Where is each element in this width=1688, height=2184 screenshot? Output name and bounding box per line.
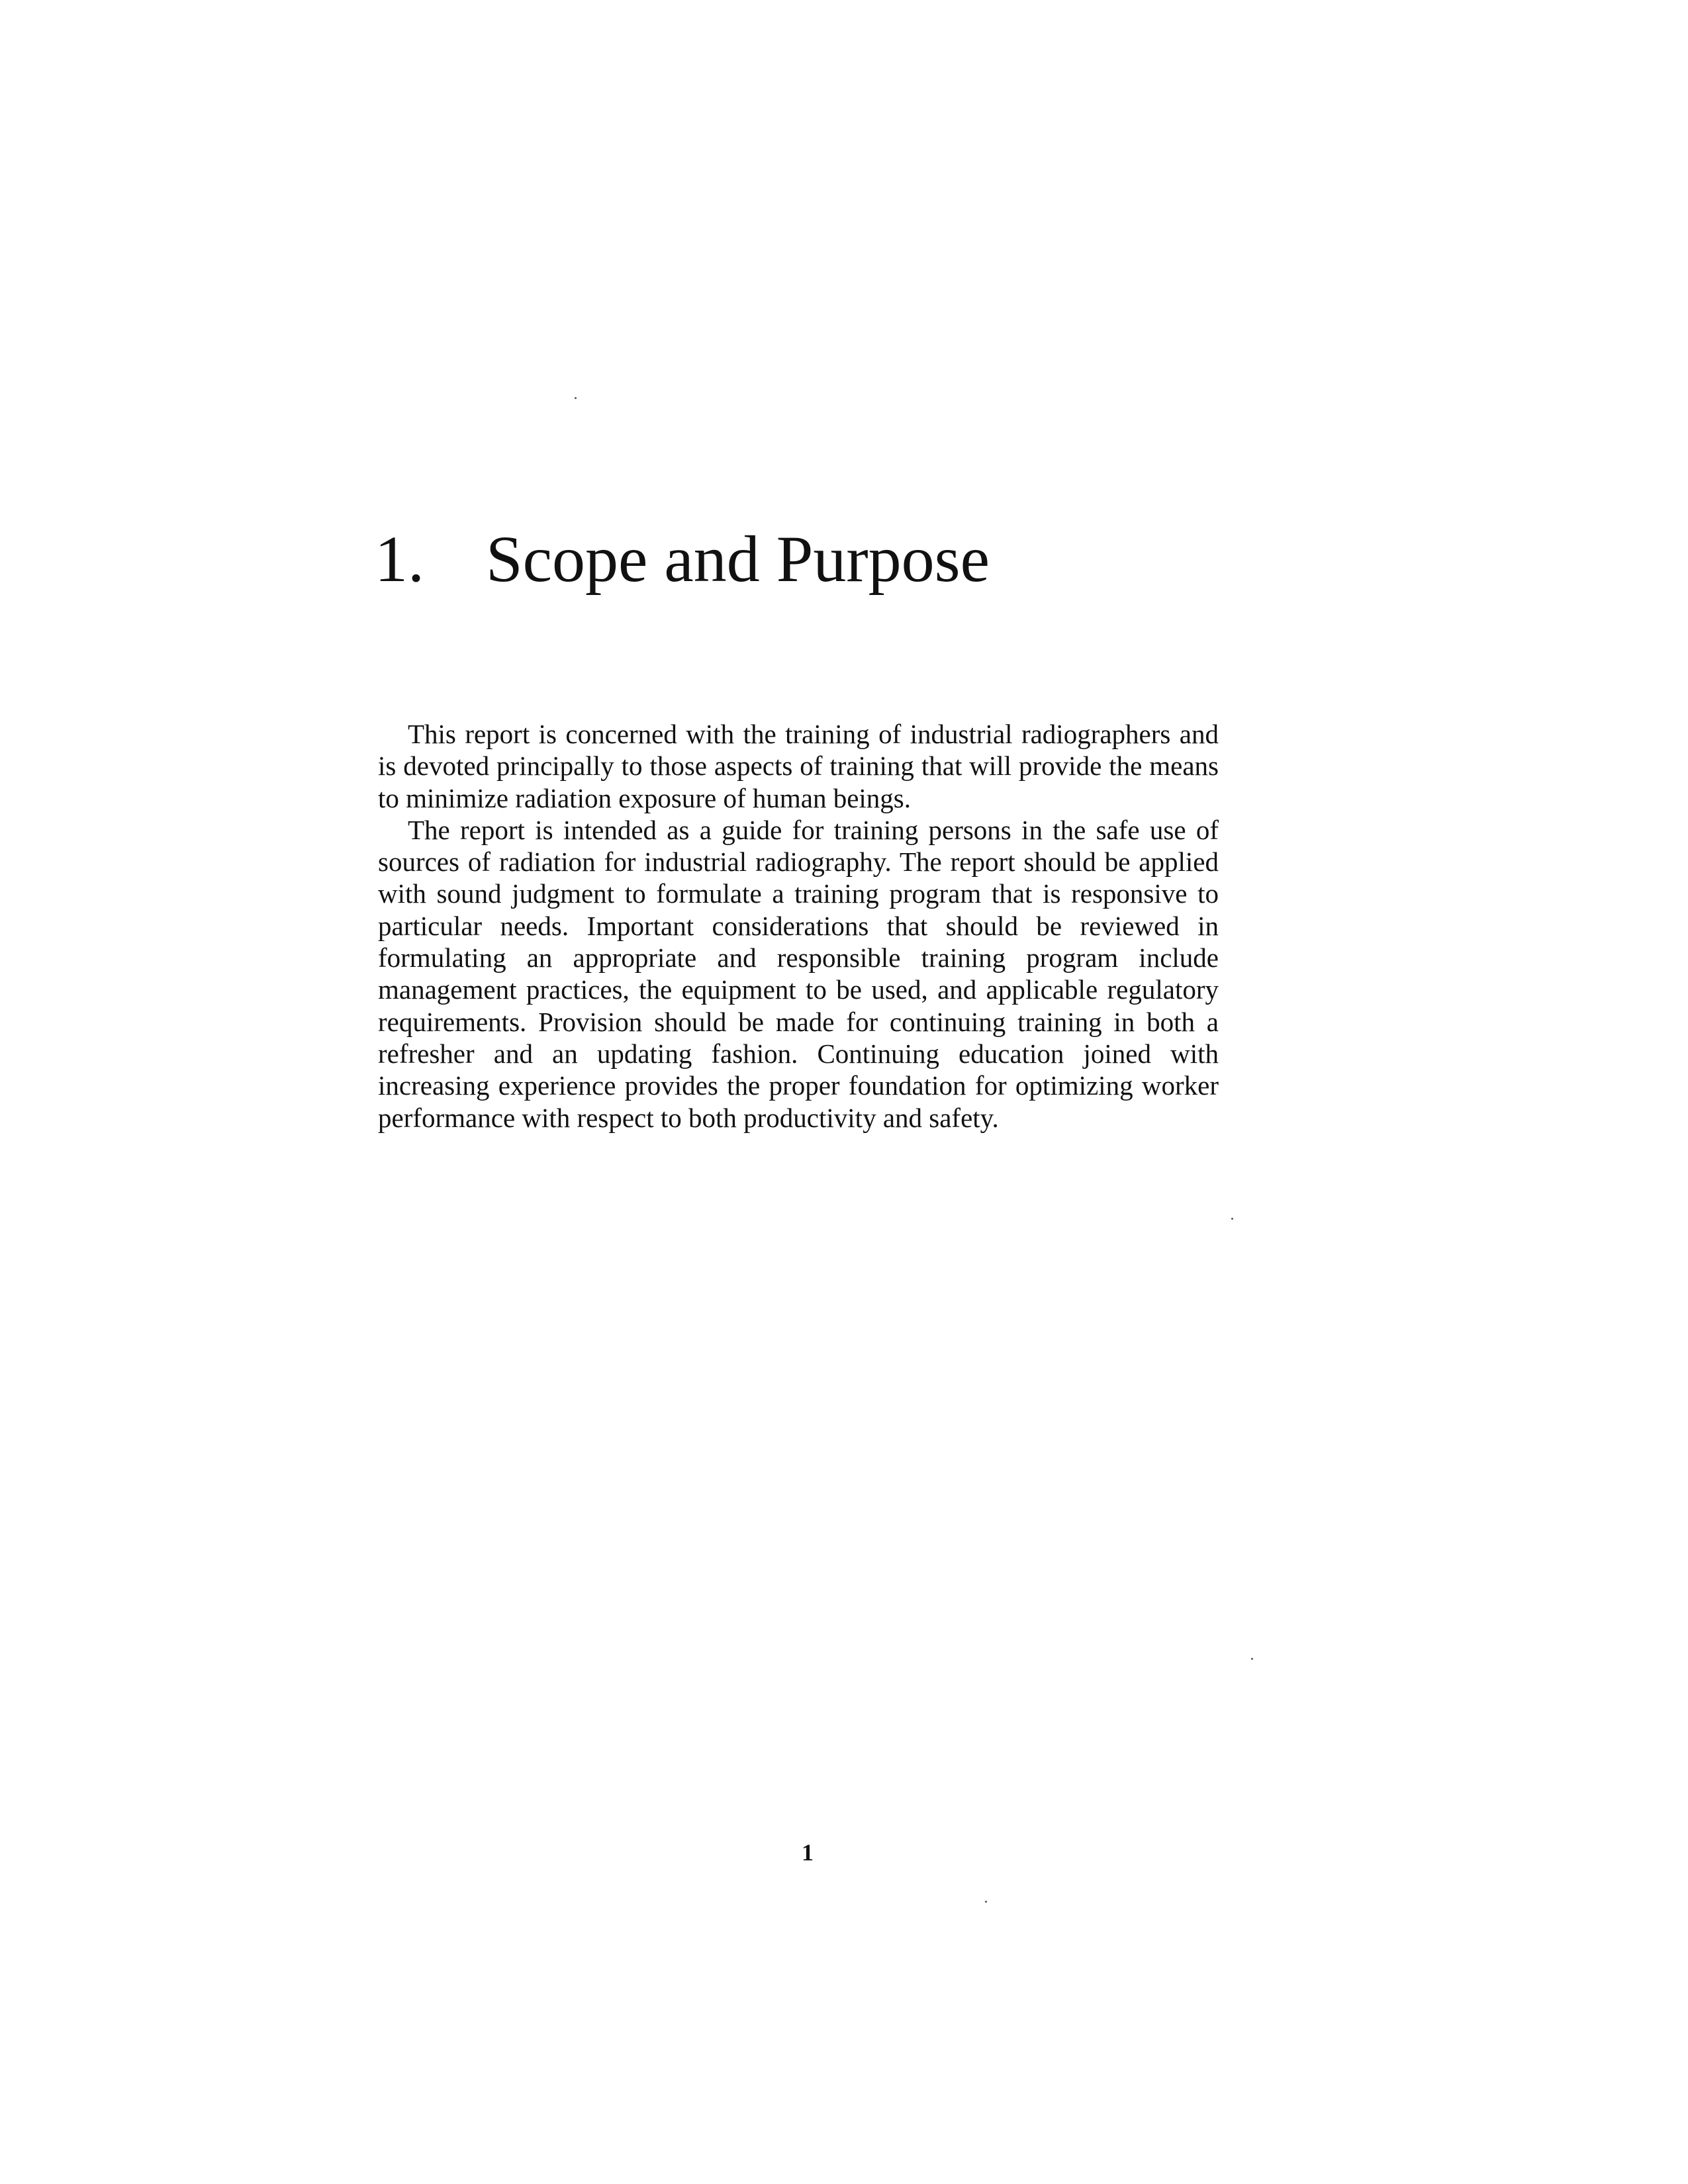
chapter-number: 1. — [375, 522, 424, 596]
body-text — [378, 718, 1219, 1134]
scan-speck — [1231, 1218, 1233, 1220]
chapter-title: Scope and Purpose — [486, 522, 990, 596]
scan-speck — [575, 397, 577, 399]
scan-speck — [1251, 1658, 1253, 1660]
chapter-heading — [375, 523, 990, 596]
scan-speck — [985, 1901, 987, 1903]
paragraph-2: The report is intended as a guide for training persons in the safe use of sources of radiation for industrial radiography. The report should be applied with sound judgment to formulate a training program that is responsive to particular needs. Important considerations that should be reviewed in formulating an appropriate and responsible training program include management practices, the equipment to be used, and applicable regulatory requirements. Provision should be made for continuing training in both a refresher and an updating fashion. Continuing education joined with increasing experience provides the proper foundation for optimizing worker performance with respect to both productivity and safety. — [378, 814, 1219, 1133]
paragraph-1: This report is concerned with the training of industrial radiographers and is devoted principally to those aspects of training that will provide the means to minimize radiation exposure of human beings. — [378, 719, 1219, 813]
page-number: 1 — [802, 1839, 814, 1866]
